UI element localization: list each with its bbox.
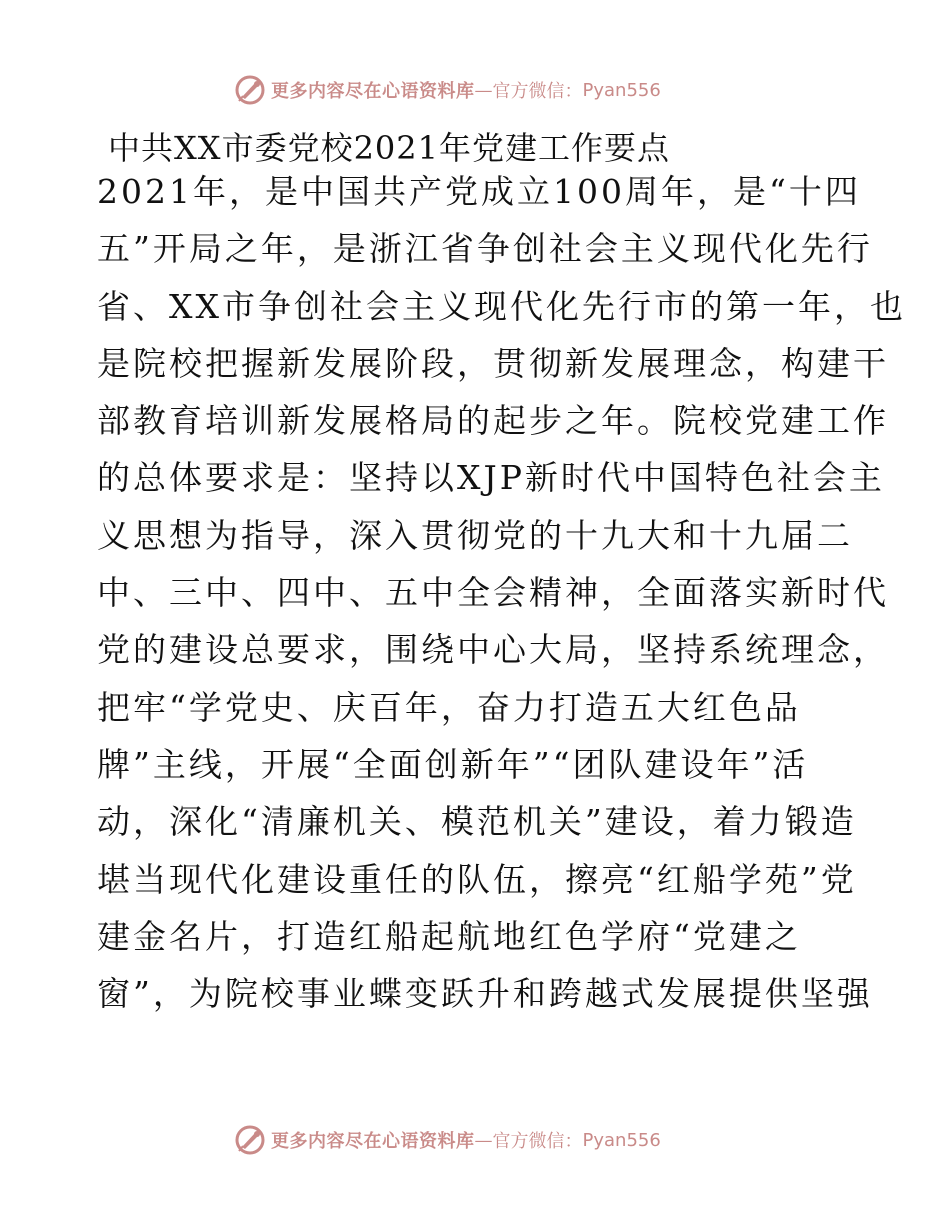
watermark-dash: —: [474, 1129, 493, 1151]
body-line: 义思想为指导，深入贯彻党的十九大和十九届二: [97, 515, 853, 555]
body-line: 部教育培训新发展格局的起步之年。院校党建工作: [97, 401, 889, 441]
body-line: 省、XX市争创社会主义现代化先行市的第一年，也: [97, 286, 906, 326]
watermark-banner-bottom: [233, 1123, 713, 1157]
brand-logo-icon: [233, 73, 267, 107]
body-line: 窗”，为院校事业蝶变跃升和跨越式发展提供坚强: [97, 974, 873, 1014]
watermark-banner-top: [233, 73, 713, 107]
body-line: 牌”主线，开展“全面创新年”“团队建设年”活: [97, 744, 809, 784]
document-title: 中共XX市委党校2021年党建工作要点: [108, 129, 671, 167]
body-line: 党的建设总要求，围绕中心大局，坚持系统理念，: [97, 630, 889, 670]
brand-logo-icon: [233, 1123, 267, 1157]
body-line: 建金名片，打造红船起航地红色学府“党建之: [97, 916, 801, 956]
watermark-brand-text: 更多内容尽在心语资料库: [271, 81, 475, 102]
watermark-wechat-label: 官方微信：: [492, 81, 583, 102]
body-line: 动，深化“清廉机关、模范机关”建设，着力锻造: [97, 802, 857, 842]
watermark-wechat-label: 官方微信：: [492, 1131, 583, 1152]
watermark-brand-text: 更多内容尽在心语资料库: [271, 1131, 475, 1152]
body-line: 的总体要求是：坚持以XJP新时代中国特色社会主: [97, 458, 885, 498]
body-line: 堪当现代化建设重任的队伍，擦亮“红船学苑”党: [97, 859, 857, 899]
watermark-wechat-id: Pyan556: [582, 79, 661, 101]
watermark-dash: —: [474, 79, 493, 101]
body-line: 把牢“学党史、庆百年，奋力打造五大红色品: [97, 687, 801, 727]
body-line: 中、三中、四中、五中全会精神，全面落实新时代: [97, 573, 889, 613]
body-line: 五”开局之年，是浙江省争创社会主义现代化先行: [97, 229, 873, 269]
document-body: [97, 163, 906, 1022]
watermark-wechat-id: Pyan556: [582, 1129, 661, 1151]
body-line: 是院校把握新发展阶段，贯彻新发展理念，构建干: [97, 343, 889, 383]
body-line: 2021年，是中国共产党成立100周年，是“十四: [97, 172, 861, 211]
